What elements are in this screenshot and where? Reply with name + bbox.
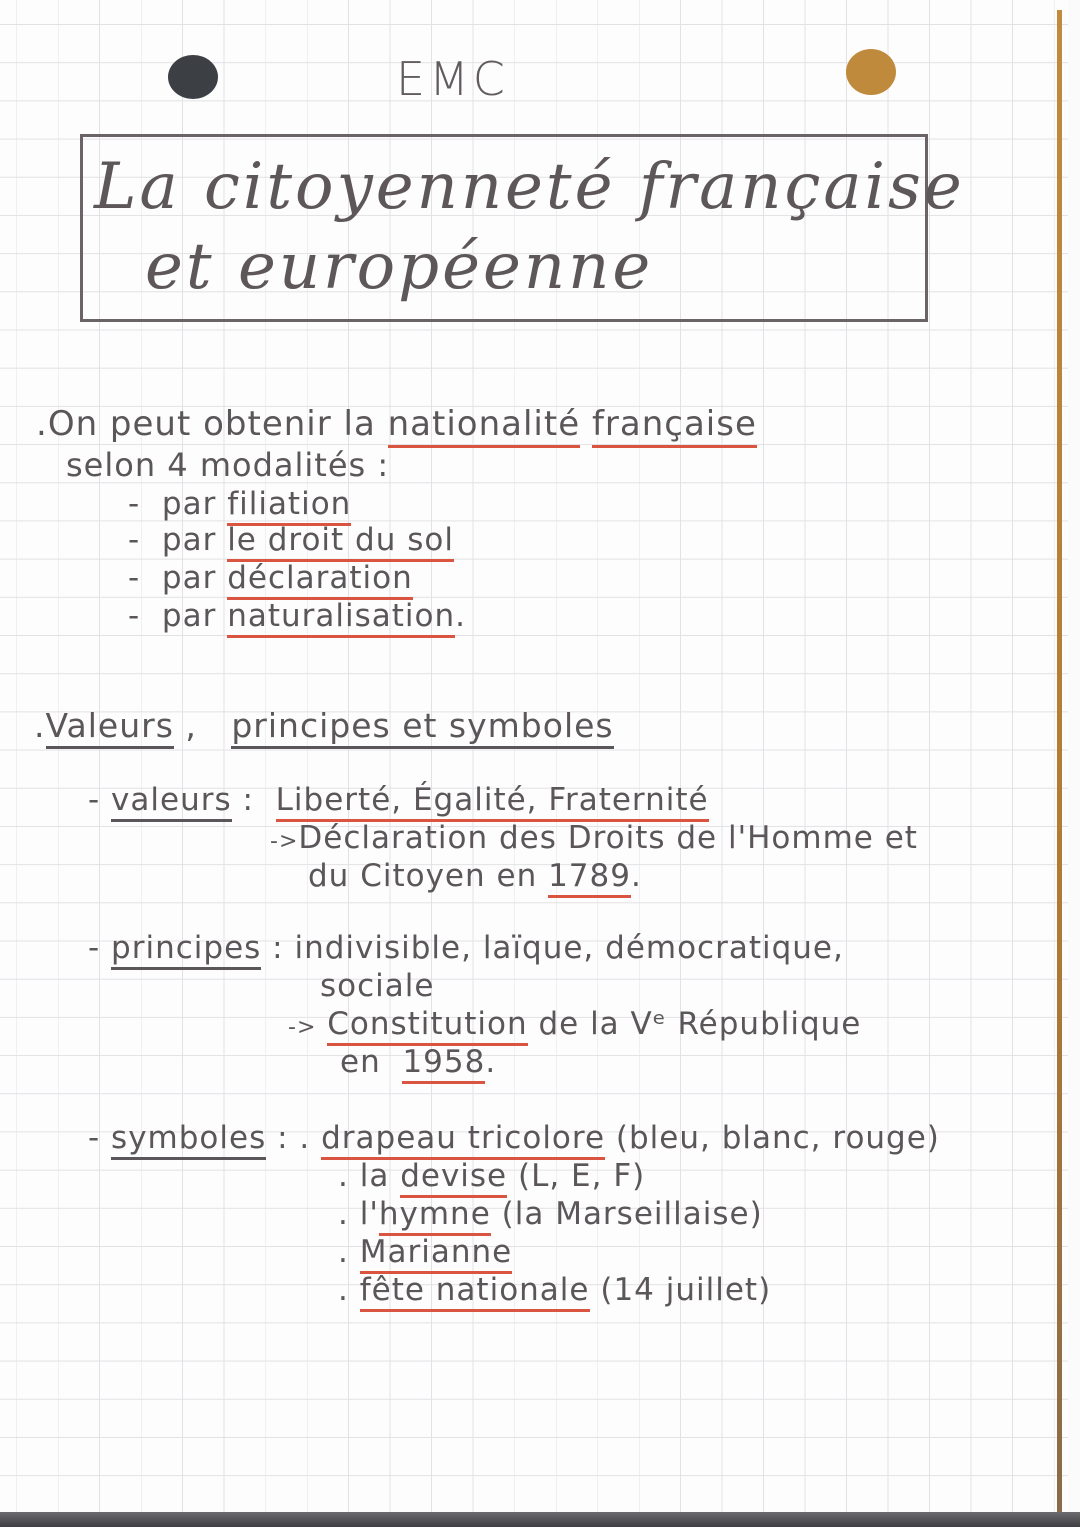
keyword-filiation: filiation — [227, 486, 351, 526]
symbol-devise: devise — [400, 1158, 507, 1198]
keyword-nationalite: nationalité — [388, 404, 581, 448]
valeurs-line: - valeurs : Liberté, Égalité, Fraternité — [88, 782, 709, 818]
modality-item: - par déclaration — [128, 560, 413, 596]
principes-ref-line2: en 1958. — [340, 1044, 496, 1080]
symbol-item: . l'hymne (la Marseillaise) — [338, 1196, 763, 1232]
section1-intro-line2: selon 4 modalités : — [66, 446, 390, 484]
modality-item: - par le droit du sol — [128, 522, 454, 558]
symbol-marianne: Marianne — [360, 1234, 512, 1274]
year-1958: 1958 — [402, 1044, 485, 1084]
keyword-francaise: française — [592, 404, 757, 448]
arrow-icon: -> — [288, 1015, 317, 1040]
arrow-icon: -> — [270, 829, 299, 854]
subject-heading: EMC — [396, 52, 509, 106]
valeurs-ref-line2: du Citoyen en 1789. — [308, 858, 642, 894]
modality-item: - par filiation — [128, 486, 351, 522]
page-title-line1: La citoyenneté française — [94, 150, 965, 224]
principes-line: - principes : indivisible, laïque, démocratique, — [88, 930, 844, 966]
symbol-item: . la devise (L, E, F) — [338, 1158, 645, 1194]
binder-hole-right-icon — [846, 49, 896, 95]
valeurs-ref-line1: ->Déclaration des Droits de l'Homme et — [270, 820, 918, 856]
keyword-declaration: déclaration — [227, 560, 413, 600]
symbol-item: . fête nationale (14 juillet) — [338, 1272, 771, 1308]
heading-valeurs: Valeurs — [46, 706, 174, 749]
page-edge-right — [1057, 10, 1062, 1515]
section1-intro-line1 — [36, 404, 757, 444]
binder-hole-left-icon — [168, 55, 218, 99]
symbol-hymne: hymne — [379, 1196, 491, 1236]
page-edge-bottom — [0, 1512, 1080, 1527]
heading-principes-symboles: principes et symboles — [231, 706, 613, 749]
keyword-droit-du-sol: le droit du sol — [227, 522, 454, 562]
symboles-line: - symboles : . drapeau tricolore (bleu, blanc, rouge) — [88, 1120, 940, 1156]
keyword-naturalisation: naturalisation — [227, 598, 455, 638]
bullet: . — [36, 404, 48, 444]
principes-ref-line1: -> Constitution de la Vᵉ République — [288, 1006, 861, 1042]
intro-text: On peut obtenir la — [47, 404, 388, 444]
symbol-drapeau: drapeau tricolore — [321, 1120, 605, 1160]
symbol-item: . Marianne — [338, 1234, 512, 1270]
modality-item: - par naturalisation. — [128, 598, 466, 634]
section2-heading: .Valeurs , principes et symboles — [34, 706, 614, 745]
devise-text: Liberté, Égalité, Fraternité — [276, 782, 709, 822]
label-valeurs: valeurs — [111, 782, 232, 822]
principes-line2: sociale — [320, 968, 435, 1004]
keyword-constitution: Constitution — [327, 1006, 527, 1046]
year-1789: 1789 — [548, 858, 631, 898]
page-title-line2: et européenne — [145, 230, 654, 304]
symbol-fete-nationale: fête nationale — [360, 1272, 590, 1312]
label-principes: principes — [111, 930, 261, 970]
label-symboles: symboles — [111, 1120, 266, 1160]
